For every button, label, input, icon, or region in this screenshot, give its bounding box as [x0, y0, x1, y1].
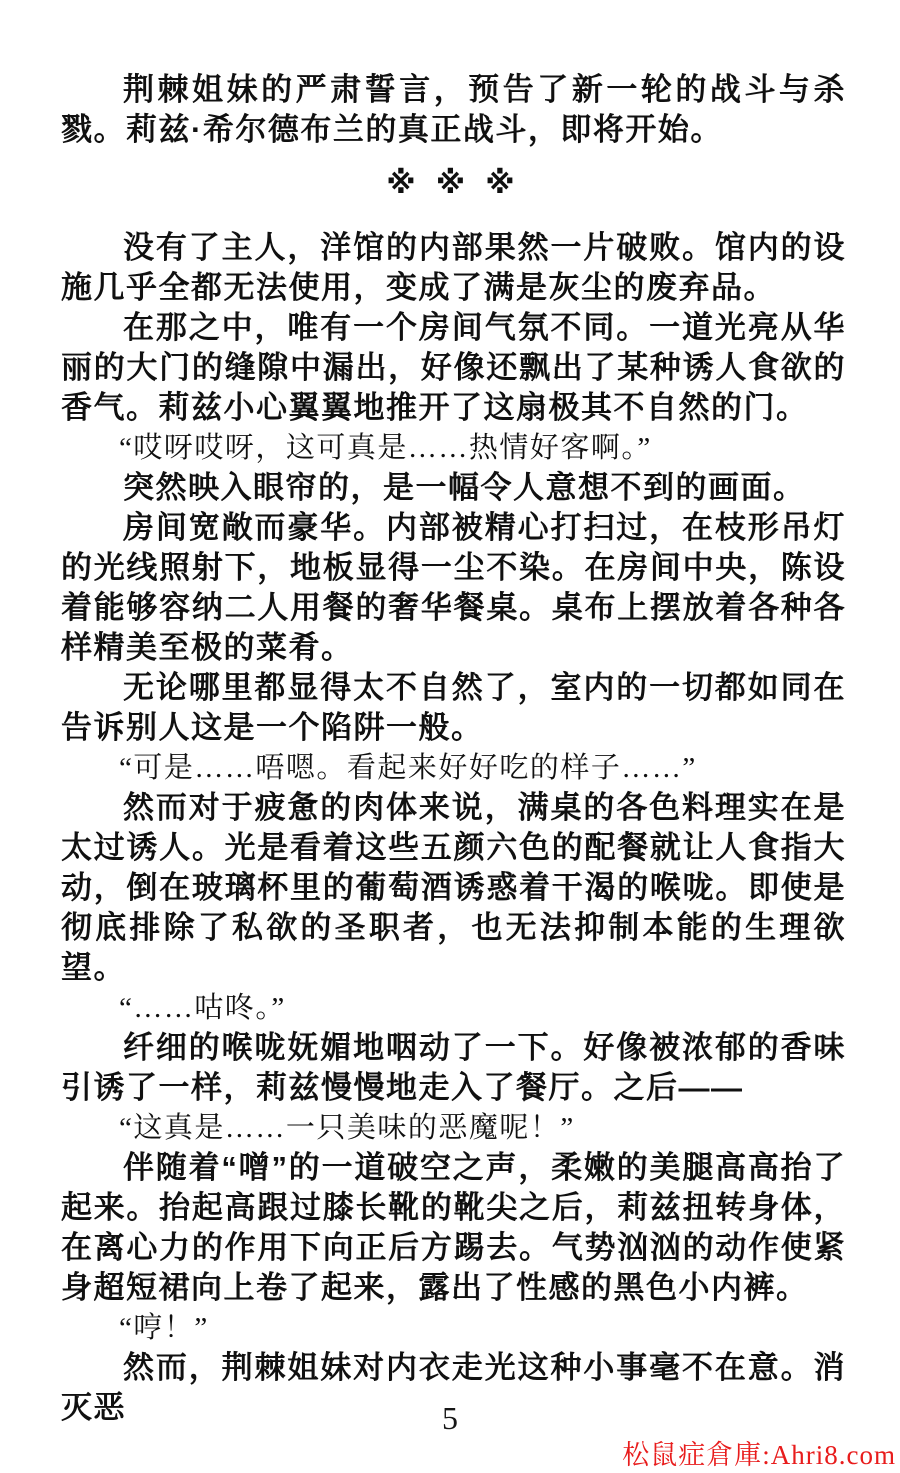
- narration-paragraph: 没有了主人，洋馆的内部果然一片破败。馆内的设施几乎全都无法使用，变成了满是灰尘的废弃品。: [61, 230, 846, 305]
- page-text: [61, 70, 846, 1428]
- narration-paragraph: 然而对于疲惫的肉体来说，满桌的各色料理实在是太过诱人。光是看着这些五颜六色的配餐就让人食指大动，倒在玻璃杯里的葡萄酒诱惑着干渴的喉咙。即使是彻底排除了私欲的圣职者，也无法抑制本能的生理欲望。: [61, 790, 846, 985]
- section-break-divider: ※ ※ ※: [386, 167, 521, 200]
- watermark: 松鼠症倉庫:Ahri8.com: [622, 1440, 896, 1470]
- narration-paragraph: 然而，荆棘姐妹对内衣走光这种小事毫不在意。消灭恶: [61, 1350, 846, 1425]
- dialogue-line: “……咕咚。”: [119, 992, 286, 1024]
- page-number: 5: [442, 1400, 458, 1436]
- narration-paragraph: 突然映入眼帘的，是一幅令人意想不到的画面。: [123, 470, 806, 505]
- narration-paragraph: 纤细的喉咙妩媚地咽动了一下。好像被浓郁的香味引诱了一样，莉兹慢慢地走入了餐厅。之后——: [61, 1030, 846, 1105]
- narration-paragraph: 无论哪里都显得太不自然了，室内的一切都如同在告诉别人这是一个陷阱一般。: [61, 670, 846, 745]
- dialogue-line: “这真是……一只美味的恶魔呢！”: [119, 1112, 575, 1144]
- dialogue-line: “可是……唔嗯。看起来好好吃的样子……”: [119, 752, 697, 784]
- narration-paragraph: 荆棘姐妹的严肃誓言，预告了新一轮的战斗与杀戮。莉兹·希尔德布兰的真正战斗，即将开始。: [61, 72, 846, 147]
- dialogue-line: “哼！”: [119, 1312, 209, 1344]
- narration-paragraph: 伴随着“噌”的一道破空之声，柔嫩的美腿高高抬了起来。抬起高跟过膝长靴的靴尖之后，莉兹扭转身体，在离心力的作用下向正后方踢去。气势汹汹的动作使紧身超短裙向上卷了起来，露出了性感的黑色小内裤。: [61, 1150, 846, 1305]
- narration-paragraph: 在那之中，唯有一个房间气氛不同。一道光亮从华丽的大门的缝隙中漏出，好像还飘出了某种诱人食欲的香气。莉兹小心翼翼地推开了这扇极其不自然的门。: [61, 310, 846, 425]
- narration-paragraph: 房间宽敞而豪华。内部被精心打扫过，在枝形吊灯的光线照射下，地板显得一尘不染。在房间中央，陈设着能够容纳二人用餐的奢华餐桌。桌布上摆放着各种各样精美至极的菜肴。: [61, 510, 846, 665]
- dialogue-line: “哎呀哎呀，这可真是……热情好客啊。”: [119, 432, 652, 464]
